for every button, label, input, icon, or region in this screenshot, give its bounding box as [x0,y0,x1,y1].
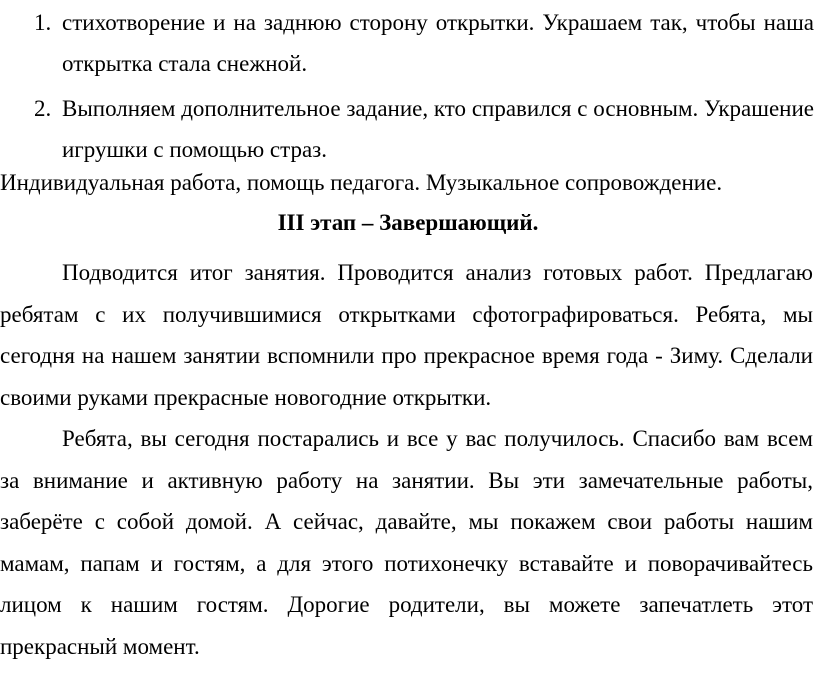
individual-work-line [0,168,722,198]
list-item-2 [0,88,816,170]
list-item-text: Выполняем дополнительное задание, кто справился с основным. Украшение игрушки с помощью страз. [62,96,814,162]
paragraph-summary [0,252,813,418]
list-number: 1. [34,10,52,35]
paragraph-closing-text: Ребята, вы сегодня постарались и все у вас получилось. Спасибо вам всем за внимание и активную работу на занятии. Вы эти замечательные работы, заберёте с собой домой. А сейчас, давайте, мы покажем свои работы нашим мамам, папам и гостям, а для этого потихонечку вставайте и поворачивайтесь лицом к нашим гостям. Дорогие родители, вы можете запечатлеть этот прекрасный момент. [0,426,813,659]
stage-heading: III этап – Завершающий. [277,210,539,235]
list-number: 2. [34,96,52,121]
numbered-list [0,2,816,170]
list-item-text: стихотворение и на заднюю сторону открытки. Украшаем так, чтобы наша открытка стала снежной. [62,10,814,76]
paragraph-summary-text: Подводится итог занятия. Проводится анализ готовых работ. Предлагаю ребятам с их получившимися открытками сфотографироваться. Ребята, мы сегодня на нашем занятии вспомнили про прекрасное время года - Зиму. Сделали своими руками прекрасные новогодние открытки. [0,260,813,410]
individual-work-text: Индивидуальная работа, помощь педагога. Музыкальное сопровождение. [0,170,723,195]
list-item-1 [0,2,816,84]
paragraph-closing [0,418,813,667]
